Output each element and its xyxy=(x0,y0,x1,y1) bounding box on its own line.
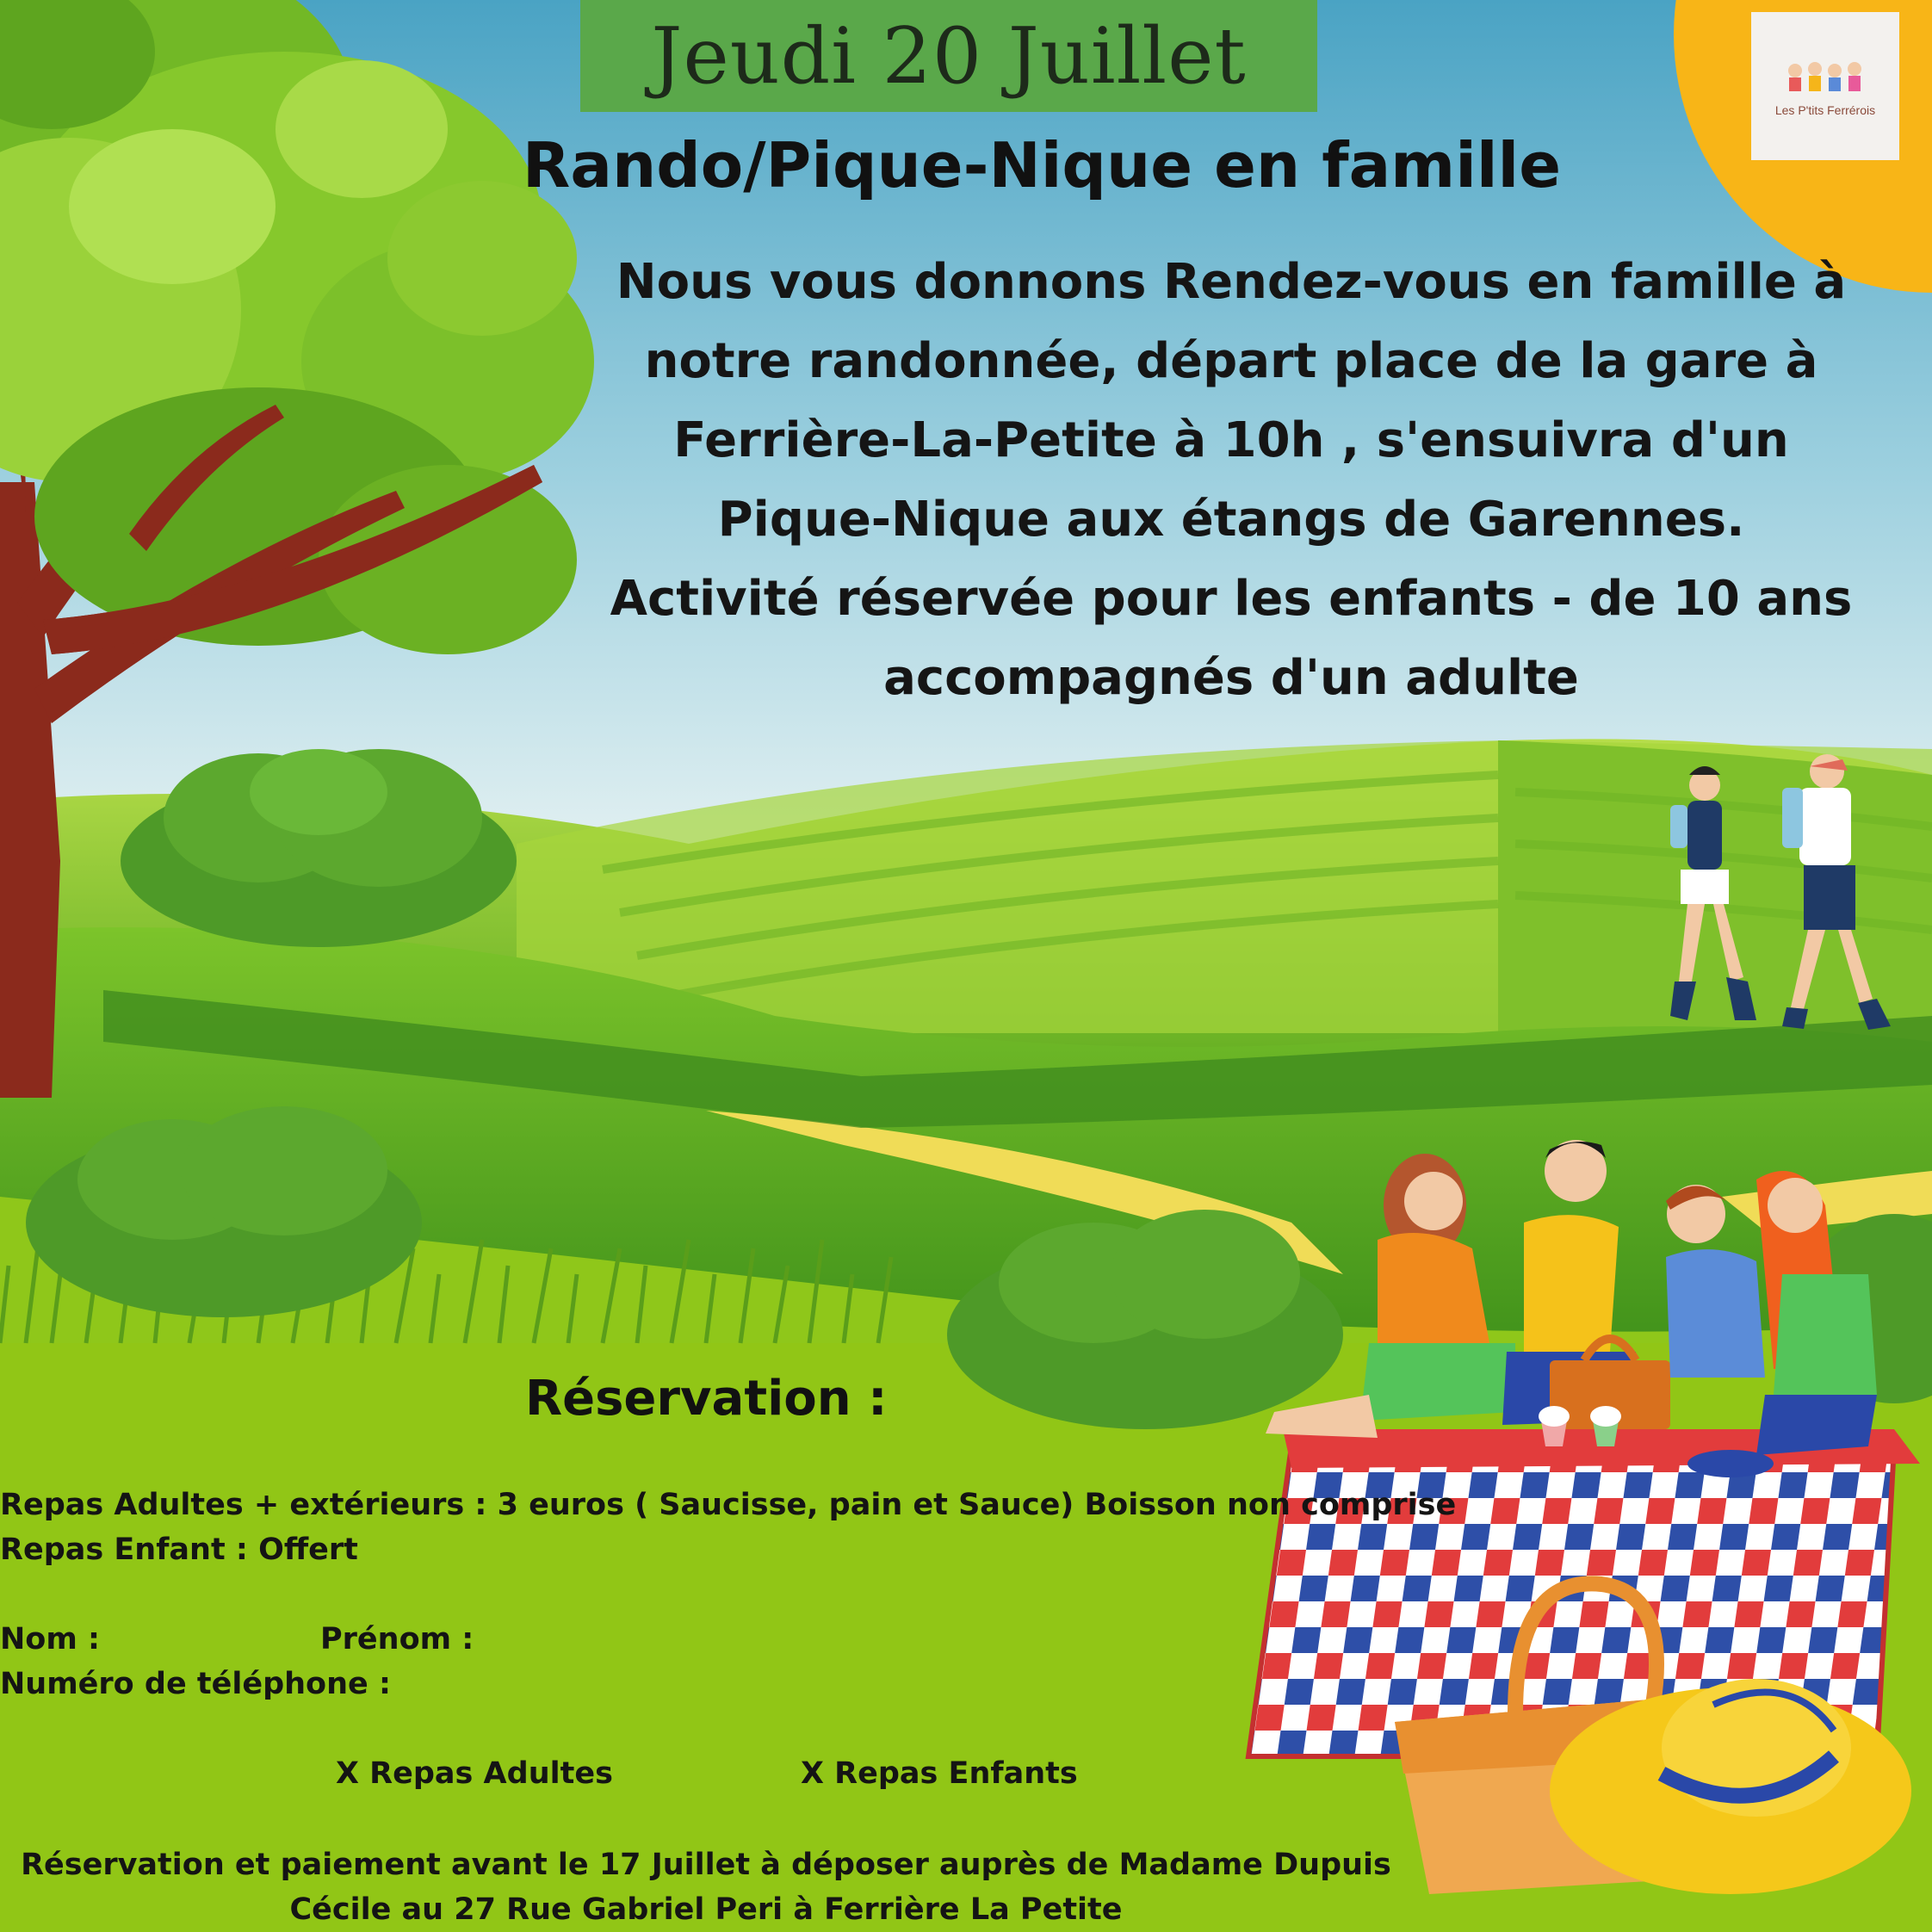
event-date: Jeudi 20 Juillet xyxy=(651,10,1247,102)
description-line: Pique-Nique aux étangs de Garennes. xyxy=(717,492,1745,548)
description-line: Activité réservée pour les enfants - de 10 ans xyxy=(610,571,1853,627)
child-meal-count-label: X Repas Enfants xyxy=(801,1756,1078,1791)
logo-text: Les P'tits Ferrérois xyxy=(1774,103,1876,117)
reservation-heading: Réservation : xyxy=(525,1371,888,1427)
description-line: Ferrière-La-Petite à 10h , s'ensuivra d'un xyxy=(673,412,1789,468)
footer-line: Cécile au 27 Rue Gabriel Peri à Ferrière La Petite xyxy=(289,1892,1123,1927)
firstname-field-label: Prénom : xyxy=(320,1622,474,1656)
club-logo xyxy=(1751,12,1899,160)
adult-meal-count-label: X Repas Adultes xyxy=(336,1756,613,1791)
child-meal-price: Repas Enfant : Offert xyxy=(0,1533,358,1567)
adult-meal-price: Repas Adultes + extérieurs : 3 euros ( Saucisse, pain et Sauce) Boisson non comprise xyxy=(0,1488,1457,1522)
description-line: Nous vous donnons Rendez-vous en famille à xyxy=(616,254,1847,310)
footer-line: Réservation et paiement avant le 17 Juillet à déposer auprès de Madame Dupuis xyxy=(21,1848,1391,1882)
phone-field-label: Numéro de téléphone : xyxy=(0,1667,391,1701)
children-logo-icon xyxy=(1782,55,1868,98)
event-title: Rando/Pique-Nique en famille xyxy=(522,129,1562,201)
name-field-label: Nom : xyxy=(0,1622,100,1656)
event-description xyxy=(568,243,1894,718)
description-line: notre randonnée, départ place de la gare à xyxy=(644,333,1818,389)
description-line: accompagnés d'un adulte xyxy=(883,650,1579,706)
date-banner xyxy=(580,0,1317,112)
reservation-deadline xyxy=(0,1842,1412,1932)
